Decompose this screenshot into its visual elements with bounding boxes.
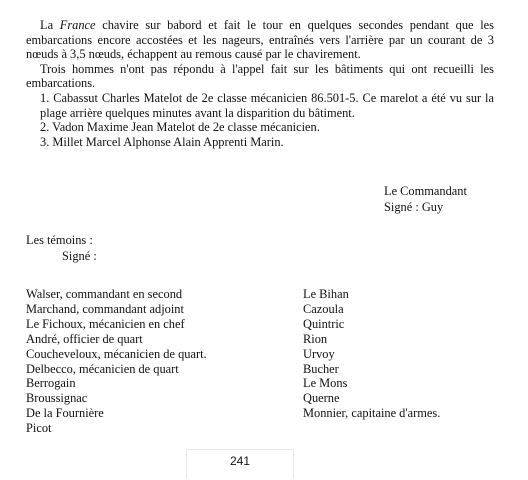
witness-name: Le Bihan bbox=[303, 287, 349, 301]
witness-name: Delbecco, mécanicien de quart bbox=[26, 361, 179, 376]
missing-man-item: 3. Millet Marcel Alphonse Alain Apprenti Marin. bbox=[40, 134, 284, 149]
witness-name: Bucher bbox=[303, 361, 339, 376]
witness-name: Coucheveloux, mécanicien de quart. bbox=[26, 346, 207, 361]
narrative-block bbox=[26, 18, 494, 149]
signature-signed: Signé : Guy bbox=[384, 199, 444, 214]
witness-name: De la Fournière bbox=[26, 406, 104, 421]
witness-name: Querne bbox=[303, 391, 340, 406]
witnesses-signed: Signé : bbox=[62, 248, 97, 263]
witness-name: Broussignac bbox=[26, 391, 88, 406]
ship-name: France bbox=[59, 18, 96, 32]
witnesses-header bbox=[26, 233, 97, 264]
witness-name: Quintric bbox=[303, 316, 345, 331]
witness-name: Rion bbox=[303, 331, 328, 346]
witness-name: Walser, commandant en second bbox=[26, 287, 183, 301]
capsize-paragraph bbox=[26, 18, 494, 62]
paragraph-text: chavire sur babord et fait le tour en quelques secondes pendant que les embarcations encore accostées et les nageurs, entraînés vers l'arrière par un courant de 3 nœuds à 3,5 nœuds, échappent au remous causé par le chavirement. bbox=[26, 18, 494, 62]
witness-name: Berrogain bbox=[26, 376, 76, 391]
missing-men-paragraph: Trois hommes n'ont pas répondu à l'appel fait sur les bâtiments qui ont recueilli les embarcations. bbox=[26, 61, 494, 91]
witness-name: Picot bbox=[26, 421, 52, 436]
page-number: 241 bbox=[229, 454, 251, 468]
witness-list-left bbox=[26, 287, 207, 436]
page-footer bbox=[186, 449, 294, 479]
witness-name: Monnier, capitaine d'armes. bbox=[303, 406, 441, 421]
witness-name: Marchand, commandant adjoint bbox=[26, 301, 184, 316]
missing-man-item: 2. Vadon Maxime Jean Matelot de 2e classe mécanicien. bbox=[40, 120, 320, 135]
witness-name: Le Mons bbox=[303, 376, 348, 391]
missing-man-item: 1. Cabassut Charles Matelot de 2e classe mécanicien 86.501-5. Ce marelot a été vu sur la plage arrière quelques minutes avant la disparition du bâtiment. bbox=[40, 90, 494, 120]
witness-name: André, officier de quart bbox=[26, 331, 143, 346]
witnesses-heading: Les témoins : bbox=[26, 233, 93, 247]
paragraph-text: La bbox=[40, 18, 60, 32]
witness-name: Cazoula bbox=[303, 301, 344, 316]
witness-name: Le Fichoux, mécanicien en chef bbox=[26, 316, 185, 331]
witness-list-right bbox=[303, 287, 440, 421]
signature-title: Le Commandant bbox=[384, 184, 467, 198]
commander-signature bbox=[384, 184, 467, 215]
witness-name: Urvoy bbox=[303, 346, 335, 361]
